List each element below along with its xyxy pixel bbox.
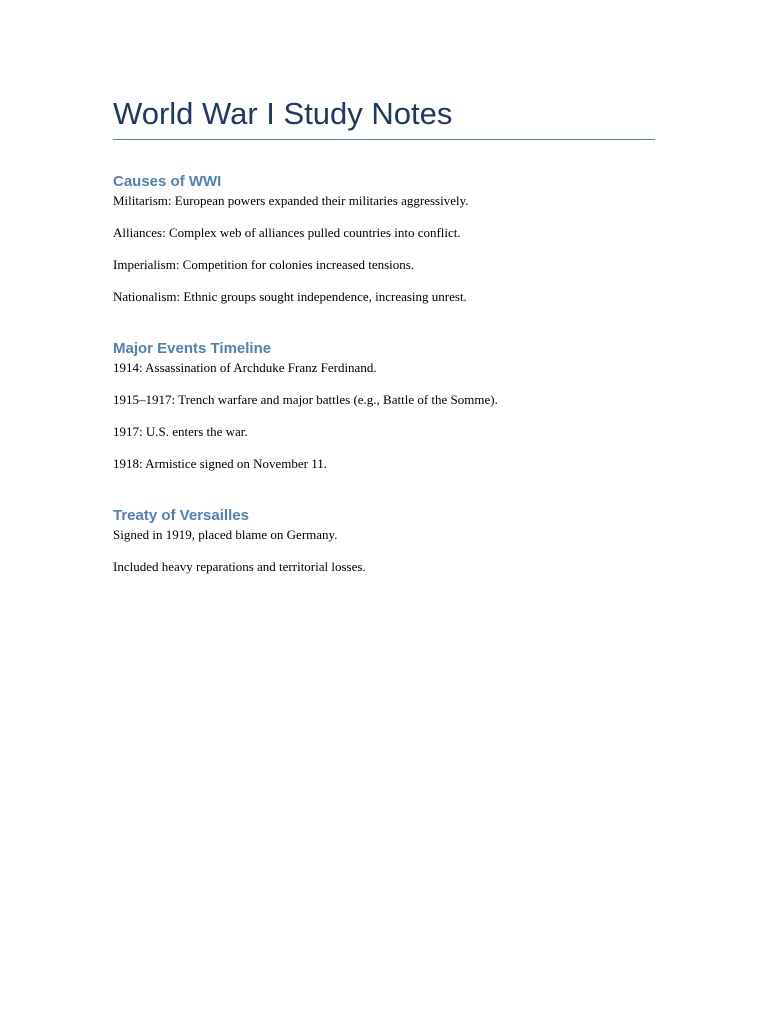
paragraph-1914: 1914: Assassination of Archduke Franz Ferdinand.: [113, 360, 377, 375]
paragraph-1918: 1918: Armistice signed on November 11.: [113, 456, 327, 471]
paragraph-reparations: Included heavy reparations and territorial losses.: [113, 559, 366, 574]
paragraph-signed-1919: Signed in 1919, placed blame on Germany.: [113, 527, 338, 542]
paragraph-militarism: Militarism: European powers expanded their militaries aggressively.: [113, 193, 469, 208]
section-heading-versailles: Treaty of Versailles: [113, 507, 249, 524]
section-versailles: [113, 506, 655, 576]
section-heading-causes: Causes of WWI: [113, 173, 222, 190]
paragraph-1917: 1917: U.S. enters the war.: [113, 424, 248, 439]
section-causes: [113, 172, 655, 306]
paragraph-nationalism: Nationalism: Ethnic groups sought independence, increasing unrest.: [113, 289, 467, 304]
section-timeline: [113, 339, 655, 473]
document-title: World War I Study Notes: [113, 95, 655, 140]
paragraph-1915-1917: 1915–1917: Trench warfare and major battles (e.g., Battle of the Somme).: [113, 392, 498, 407]
paragraph-imperialism: Imperialism: Competition for colonies increased tensions.: [113, 257, 415, 272]
paragraph-alliances: Alliances: Complex web of alliances pulled countries into conflict.: [113, 225, 461, 240]
section-heading-timeline: Major Events Timeline: [113, 340, 272, 357]
